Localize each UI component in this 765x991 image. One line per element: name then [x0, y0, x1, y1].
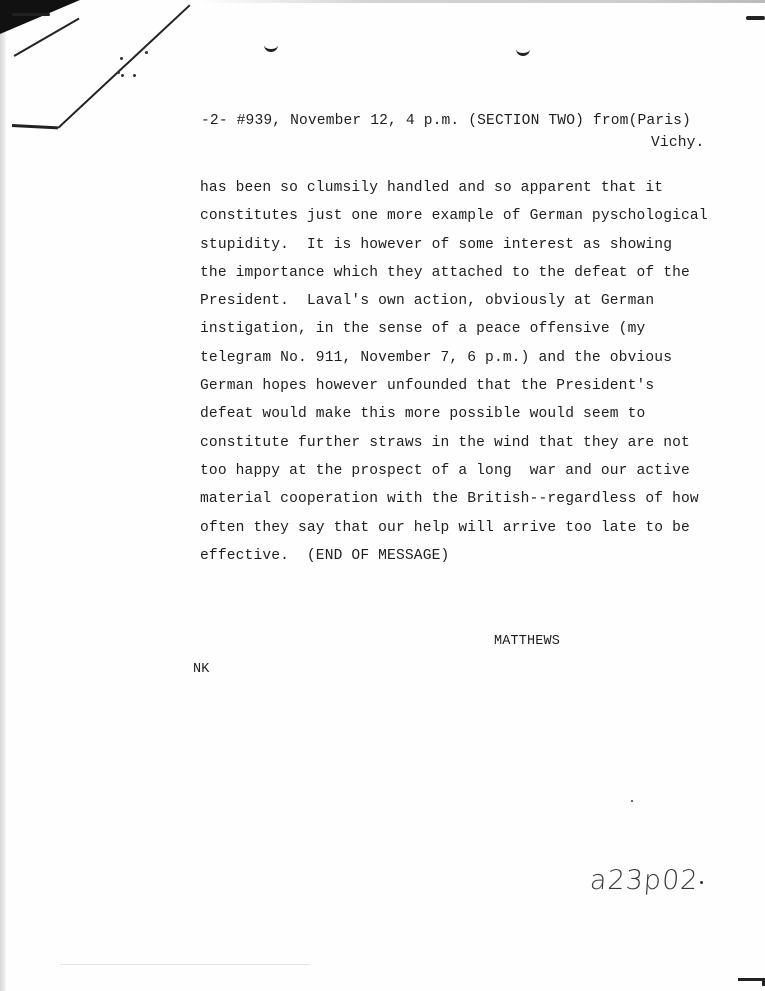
body-line: has been so clumsily handled and so apparent that it [200, 180, 664, 196]
scan-bottom-edge [60, 964, 310, 965]
telegram-header: -2- #939, November 12, 4 p.m. (SECTION TWO) from(Paris) [201, 113, 691, 129]
body-line: the importance which they attached to the defeat of the [200, 264, 690, 281]
scan-speck [121, 74, 124, 77]
body-line: constitute further straws in the wind that they are not [200, 434, 690, 451]
scan-left-edge [0, 0, 6, 991]
scan-speck [145, 51, 148, 54]
punch-mark-right [516, 48, 530, 56]
body-line: often they say that our help will arrive too late to be [200, 519, 690, 536]
body-line: material cooperation with the British--regardless of how [200, 491, 699, 508]
scan-corner-mark-bottom [738, 978, 765, 986]
scan-speck [631, 800, 633, 802]
scan-speck [117, 71, 120, 74]
dash-mark-topleft [12, 13, 50, 16]
body-line: stupidity. It is however of some interest as showing [200, 236, 673, 253]
scan-mark-topright [746, 16, 765, 20]
punch-mark-left [264, 44, 278, 52]
body-line: too happy at the prospect of a long war and our active [200, 462, 690, 479]
body-line: German hopes however unfounded that the President's [200, 378, 655, 395]
body-line: constitutes just one more example of German pyschological [200, 208, 708, 225]
body-line: President. Laval's own action, obviously at German [200, 293, 655, 310]
typist-initials: NK [193, 662, 210, 677]
body-line: telegram No. 911, November 7, 6 p.m.) and the obvious [200, 349, 673, 366]
telegram-body [200, 178, 708, 574]
signature: MATTHEWS [494, 634, 561, 649]
fold-line-lower [12, 124, 58, 129]
scan-top-edge [200, 0, 765, 3]
telegram-origin: Vichy. [651, 135, 705, 151]
scan-speck [700, 881, 703, 884]
body-line: instigation, in the sense of a peace offensive (my [200, 321, 646, 338]
body-line: effective. (END OF MESSAGE) [200, 547, 450, 564]
scan-speck [133, 74, 136, 77]
scan-speck [120, 57, 123, 60]
scan-corner-shadow [0, 0, 80, 34]
body-line: defeat would make this more possible would seem to [200, 406, 646, 423]
handwritten-annotation: a23p02 [588, 865, 700, 896]
